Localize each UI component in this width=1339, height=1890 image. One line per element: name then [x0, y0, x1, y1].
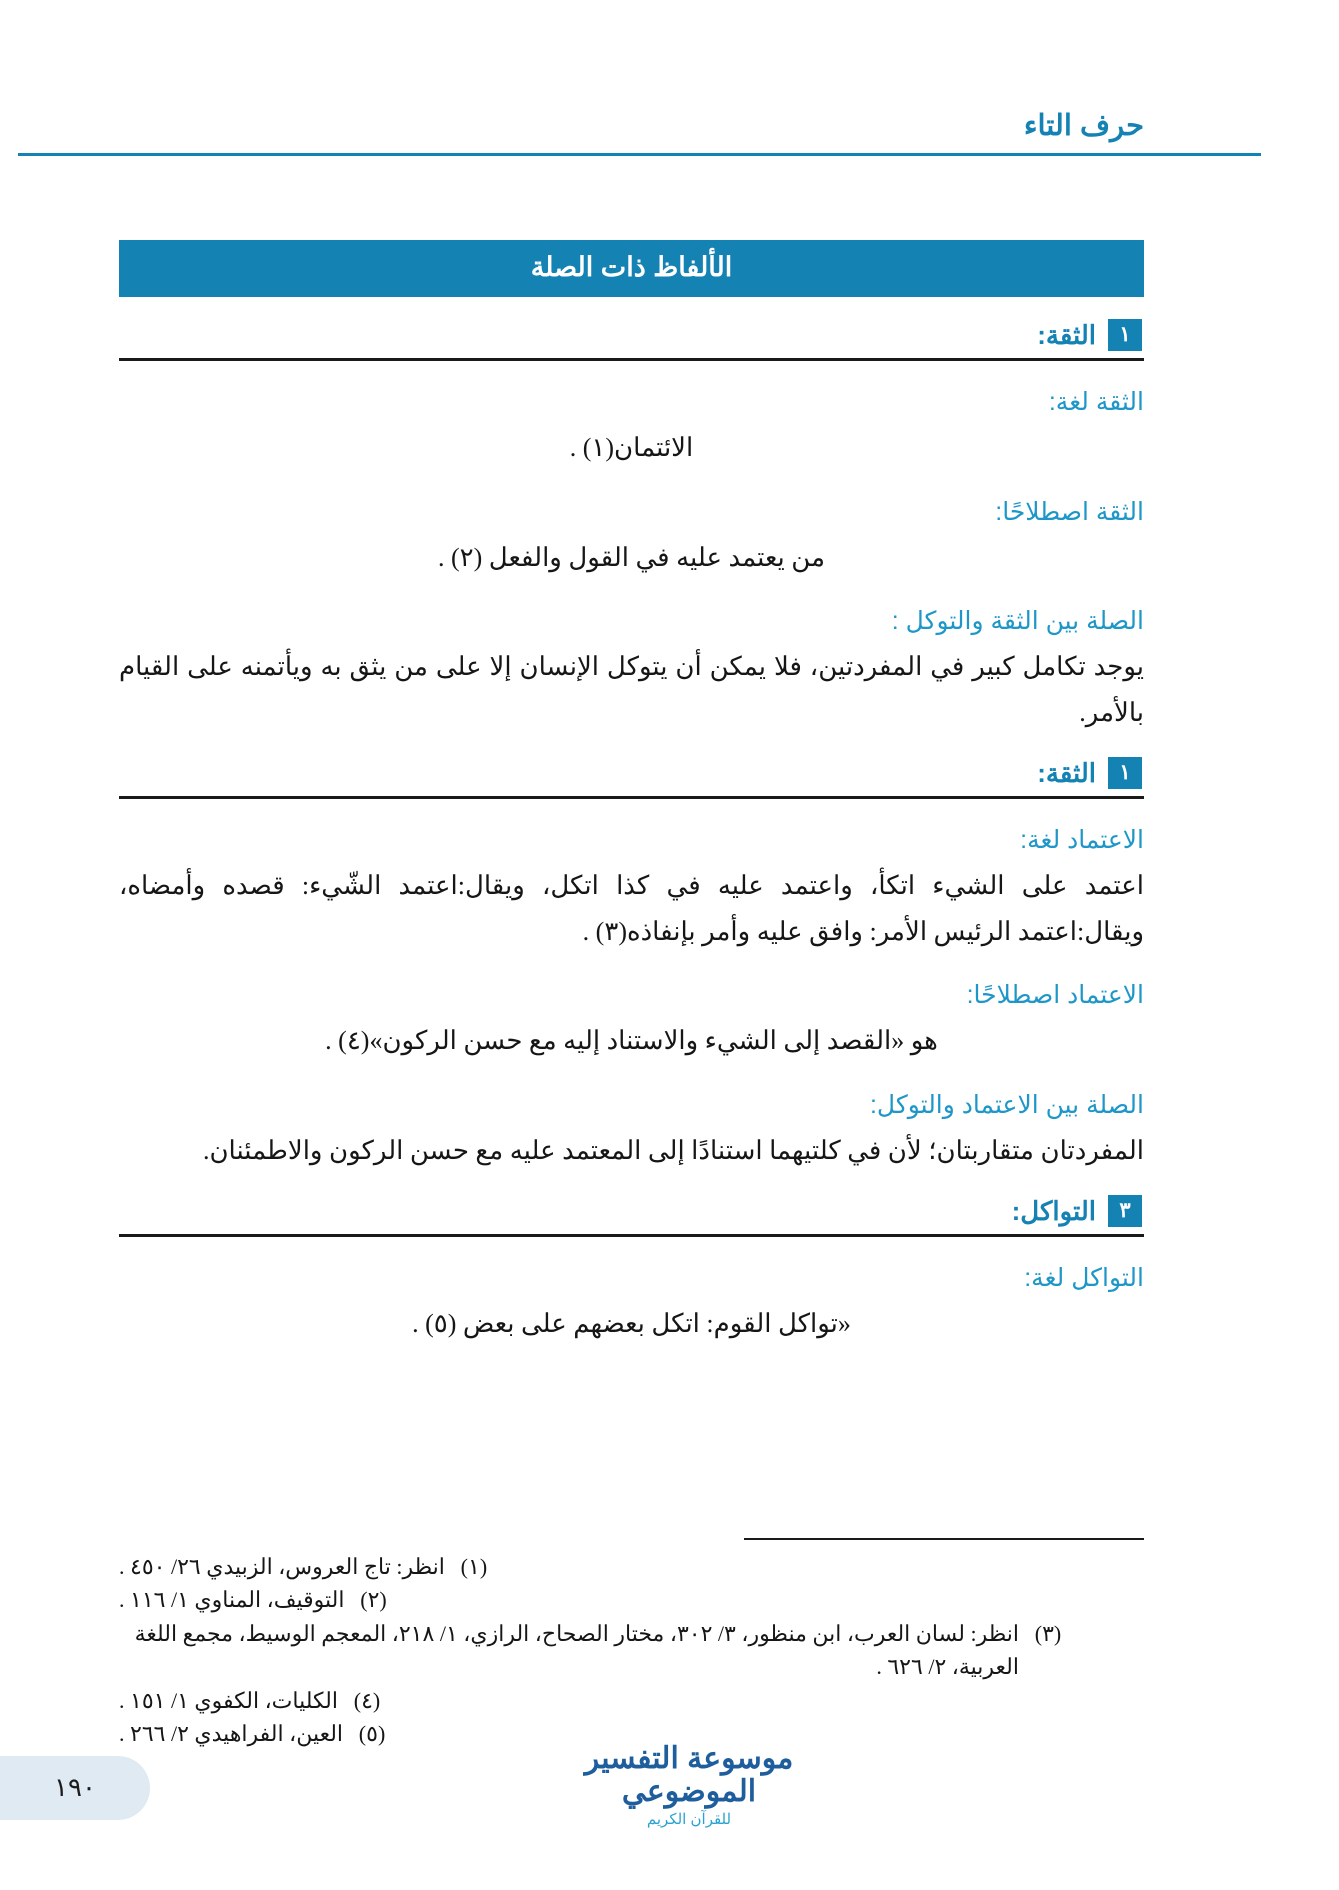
sub-label: الثقة لغة: — [1048, 388, 1144, 416]
sub-label: الثقة اصطلاحًا: — [995, 497, 1144, 526]
entry-number: ١ — [1108, 319, 1142, 351]
footnote-text: العين، الفراهيدي ٢/ ٢٦٦ . — [119, 1721, 344, 1747]
sub-label: التواكل لغة: — [1024, 1264, 1144, 1292]
paragraph: هو «القصد إلى الشيء والاستناد إليه مع حسن الركون»(٤) . — [325, 1026, 938, 1055]
entry-block — [119, 1195, 1144, 1347]
entry-divider — [119, 1234, 1144, 1237]
entry-title: الثقة: — [1037, 757, 1096, 788]
footnote-item — [119, 1684, 1144, 1717]
section-banner: الألفاظ ذات الصلة — [119, 240, 1144, 297]
footnote-item — [119, 1583, 1144, 1616]
footnote-divider — [744, 1538, 1144, 1540]
footnote-text: انظر: لسان العرب، ابن منظور، ٣/ ٣٠٢، مختار الصحاح، الرازي، ١/ ٢١٨، المعجم الوسيط، مجمع اللغة العربية، ٢/ ٦٢٦ . — [134, 1620, 1019, 1680]
footnote-number: (١) — [460, 1554, 488, 1579]
entry-number: ١ — [1108, 757, 1142, 789]
logo-subtitle: للقرآن الكريم — [646, 1811, 732, 1828]
chapter-title: حرف التاء — [1023, 110, 1144, 142]
footnote-item — [119, 1550, 1144, 1583]
paragraph: اعتمد على الشيء اتكأ، واعتمد عليه في كذا اتكل، ويقال:اعتمد الشّيء: قصده وأمضاه، ويقال:اعتمد الرئيس الأمر: وافق عليه وأمر بإنفاذه(٣) . — [119, 871, 1144, 946]
sub-label: الاعتماد اصطلاحًا: — [966, 981, 1144, 1009]
page-header — [0, 108, 1339, 156]
footnote-number: (٢) — [360, 1587, 387, 1613]
entry-divider — [119, 358, 1144, 361]
entry-heading — [119, 757, 1144, 789]
entry-divider — [119, 796, 1144, 799]
paragraph: «تواكل القوم: اتكل بعضهم على بعض (٥) . — [412, 1309, 851, 1338]
entry-title: التواكل: — [1011, 1195, 1096, 1226]
page-number: ١٩٠ — [0, 1756, 150, 1820]
footnote-text: انظر: تاج العروس، الزبيدي ٢٦/ ٤٥٠ . — [119, 1554, 445, 1579]
entry-heading — [119, 1195, 1144, 1227]
publisher-logo — [539, 1742, 839, 1828]
entry-heading — [119, 319, 1144, 351]
footnote-number: (٥) — [358, 1721, 386, 1747]
paragraph: يوجد تكامل كبير في المفردتين، فلا يمكن أن يتوكل الإنسان إلا على من يثق به ويأتمنه على القيام بالأمر. — [119, 652, 1144, 727]
footnote-text: الكليات، الكفوي ١/ ١٥١ . — [119, 1687, 338, 1713]
sub-label: الاعتماد لغة: — [1020, 826, 1144, 854]
page-content — [119, 240, 1144, 1347]
entry-block — [119, 757, 1144, 1173]
paragraph: المفردتان متقاربتان؛ لأن في كلتيهما استنادًا إلى المعتمد عليه مع حسن الركون والاطمئنان. — [202, 1135, 1144, 1165]
footnote-text: التوقيف، المناوي ١/ ١١٦ . — [119, 1587, 345, 1613]
logo-title: موسوعة التفسير الموضوعي — [584, 1742, 794, 1808]
footnote-number: (٤) — [353, 1687, 381, 1713]
header-divider — [18, 153, 1261, 156]
paragraph: من يعتمد عليه في القول والفعل (٢) . — [437, 542, 826, 572]
footnote-item — [119, 1617, 1144, 1684]
sub-label: الصلة بين الاعتماد والتوكل: — [869, 1090, 1144, 1119]
page-footer — [0, 1718, 1339, 1838]
footnote-number: (٣) — [1034, 1620, 1062, 1646]
entry-block — [119, 319, 1144, 735]
sub-label: الصلة بين الثقة والتوكل : — [891, 607, 1144, 635]
entry-number: ٣ — [1108, 1195, 1142, 1227]
paragraph: الائتمان(١) . — [569, 433, 694, 462]
entry-title: الثقة: — [1037, 319, 1096, 350]
